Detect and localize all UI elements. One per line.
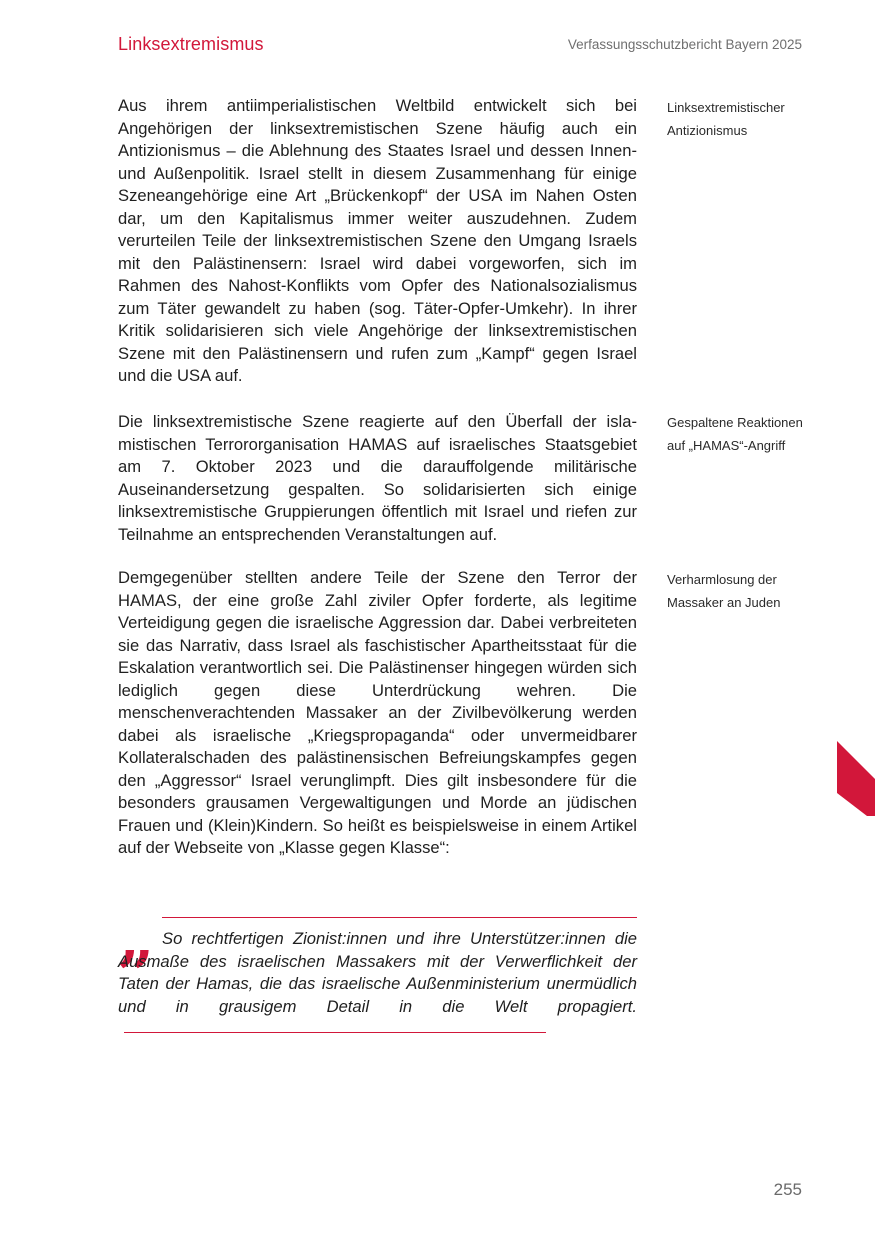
report-title: Verfassungsschutzbericht Bayern 2025 xyxy=(567,37,802,52)
chapter-title: Linksextremismus xyxy=(118,34,264,54)
paragraph-verharmlosung: Demgegenüber stellten andere Teile der Szene den Terror der HAMAS, der eine große Zahl ziviler Opfer forderte, als legitime Verteidigung gegen die israelische Aggression dar. Dabei verbreiteten sie das Narrativ, dass Israel als faschistischer Apartheitsstaat für die Eskalation verantwortlich sei. Die Palästinenser hingegen würden sich lediglich gegen diese Unterdrückung wehren. Die menschenverachtenden Massaker an der Zivilbevölkerung werden dabei als israelische „Kriegspropaganda“ oder unvermeidbarer Kollateralschaden des palästinensischen Befreiungskampfes gegen den „Aggressor“ Israel verunglimpft. Dies gilt insbesondere für die besonders grausamen Vergewaltigungen und Morde an jüdischen Frauen und (Klein)Kindern. So heißt es beispielsweise in einem Artikel auf der Webseite von „Klasse gegen Klasse“: xyxy=(118,568,637,857)
chapter-thumb-tab xyxy=(837,741,875,816)
thumb-tab-shape xyxy=(837,741,875,816)
margin-note-antizionismus: Linksextremistischer Antizionismus xyxy=(667,100,785,138)
blockquote xyxy=(118,901,637,1041)
page-number: 255 xyxy=(773,1180,802,1199)
paragraph-reaktionen: Die linksextremistische Szene reagierte auf den Überfall der islamistischen Terrororganisation HAMAS auf israelisches Staatsgebiet am 7. Oktober 2023 und die darauffolgende militärische Auseinandersetzung gespalten. So solidarisierten sich einige linksextremistische Gruppierungen öffentlich mit Israel und riefen zur Teilnahme an entsprechenden Veranstaltungen auf. xyxy=(118,412,637,544)
margin-note-reaktionen: Gespaltene Reaktionen auf „HAMAS“-Angriff xyxy=(667,415,803,453)
quote-container xyxy=(118,917,637,1041)
quote-mark-icon: „ xyxy=(118,901,155,976)
quote-end-rule xyxy=(124,1032,546,1033)
margin-note-verharmlosung: Verharmlosung der Massaker an Juden xyxy=(667,572,781,610)
quote-text: So rechtfertigen Zionist:innen und ihre Unterstützer:innen die Ausmaße des israelischen Massakers mit der Verwerflichkeit der Taten der Hamas, die das israelische Außenministerium unermüdlich und in grausigem Detail in die Welt propagiert. xyxy=(118,929,637,1016)
paragraph-antizionismus: Aus ihrem antiimperialistischen Weltbild entwickelt sich bei Angehörigen der linksextremistischen Szene häufig auch ein Antizionismus – die Ablehnung des Staates Israel und dessen Innen- und Außenpolitik. Israel stellt in diesem Zusammenhang für einige Szeneangehörige eine Art „Brückenkopf“ der USA im Nahen Osten dar, um den Kapitalismus immer weiter auszudehnen. Zudem verurteilen Teile der linksextremistischen Szene den Umgang Israels mit den Palästinensern: Israel wird dabei vorgeworfen, sich im Rahmen des Nahost-Konflikts vom Opfer des Nationalsozialismus zum Täter gewandelt zu haben (sog. Täter-Opfer-Umkehr). In ihrer Kritik solidarisieren sich viele Angehörige der linksextremistischen Szene mit den Palästinensern und rufen zum „Kampf“ gegen Israel und die USA auf. xyxy=(118,96,637,385)
